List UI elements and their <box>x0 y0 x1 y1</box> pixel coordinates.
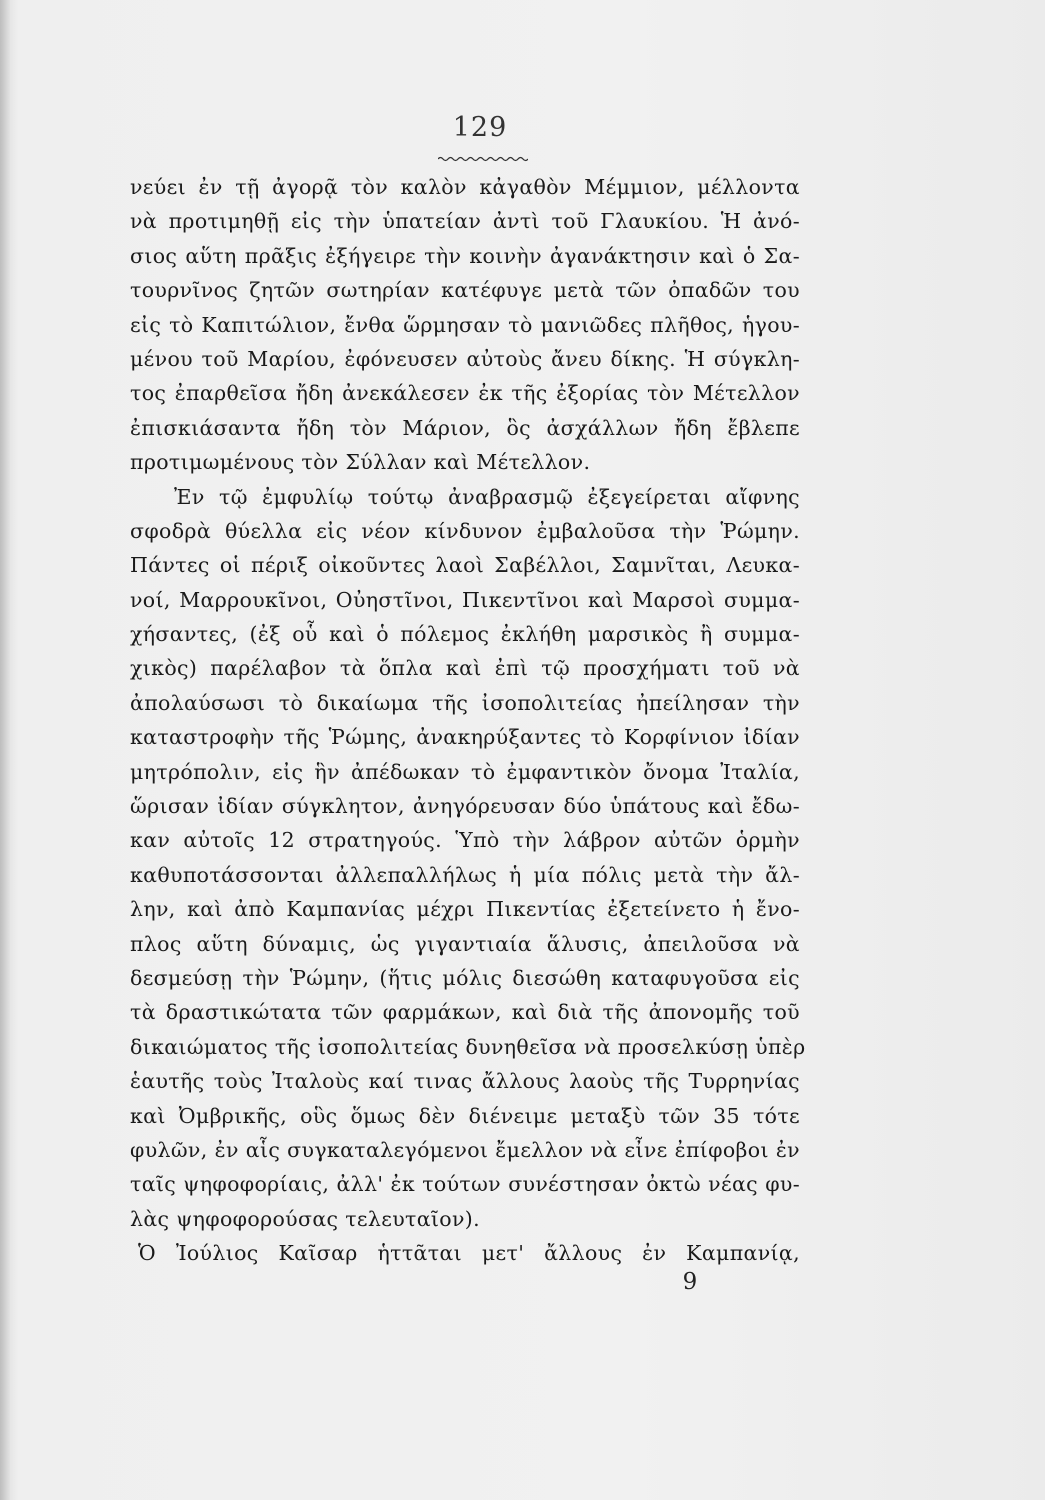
page-number: 129 <box>452 112 508 143</box>
text-line: σφοδρὰ θύελλα εἰς νέον κίνδυνον ἐμβαλοῦσα τὴν Ῥώμην. <box>130 518 800 543</box>
text-line: καὶ Ὀμβρικῆς, οὓς ὅμως δὲν διένειμε μεταξὺ τῶν 35 τότε <box>130 1103 800 1128</box>
text-line: καν αὐτοῖς 12 στρατηγούς. Ὑπὸ τὴν λάβρον αὐτῶν ὁρμὴν <box>130 828 800 853</box>
text-line: μητρόπολιν, εἰς ἣν ἀπέδωκαν τὸ ἐμφαντικὸν ὄνομα Ἰταλία, <box>130 759 800 784</box>
text-line: δικαιώματος τῆς ἰσοπολιτείας δυνηθεῖσα νὰ προσελκύσῃ ὑπὲρ <box>130 1034 806 1059</box>
text-line: λὰς ψηφοφορούσας τελευταῖον). <box>130 1206 481 1231</box>
text-line: προτιμωμένους τὸν Σύλλαν καὶ Μέτελλον. <box>130 450 591 475</box>
text-line: Πάντες οἱ πέριξ οἰκοῦντες λαοὶ Σαβέλλοι, Σαμνῖται, Λευκα- <box>130 553 800 578</box>
text-line: χήσαντες, (ἐξ οὗ καὶ ὁ πόλεμος ἐκλήθη μαρσικὸς ἢ συμμα- <box>130 622 800 647</box>
text-line: ἀπολαύσωσι τὸ δικαίωμα τῆς ἰσοπολιτείας ἠπείλησαν τὴν <box>130 690 800 715</box>
text-line: ἐπισκιάσαντα ἤδη τὸν Μάριον, ὃς ἀσχάλλων ἤδη ἔβλεπε <box>130 415 800 440</box>
text-line: νοί, Μαρρουκῖνοι, Οὐηστῖνοι, Πικεντῖνοι καὶ Μαρσοὶ συμμα- <box>130 587 800 612</box>
signature-mark: 9 <box>682 1269 698 1295</box>
text-line: πλος αὕτη δύναμις, ὡς γιγαντιαία ἅλυσις, ἀπειλοῦσα νὰ <box>130 931 800 956</box>
text-line: καταστροφὴν τῆς Ῥώμης, ἀνακηρύξαντες τὸ Κορφίνιον ἰδίαν <box>130 725 800 750</box>
text-line: Ἐν τῷ ἐμφυλίῳ τούτῳ ἀναβρασμῷ ἐξεγείρεται αἴφνης <box>174 484 800 509</box>
body-text <box>130 170 806 1271</box>
text-line: νεύει ἐν τῇ ἀγορᾷ τὸν καλὸν κἀγαθὸν Μέμμιον, μέλλοντα <box>130 175 800 199</box>
text-line: δεσμεύσῃ τὴν Ῥώμην, (ἥτις μόλις διεσώθη καταφυγοῦσα εἰς <box>130 965 800 990</box>
text-line: ταῖς ψηφοφορίαις, ἀλλ' ἐκ τούτων συνέστησαν ὀκτὼ νέας φυ- <box>130 1172 800 1197</box>
binding-edge <box>0 0 10 1500</box>
text-line: φυλῶν, ἐν αἷς συγκαταλεγόμενοι ἔμελλον νὰ εἶνε ἐπίφοβοι ἐν <box>130 1137 800 1162</box>
text-line: εἰς τὸ Καπιτώλιον, ἔνθα ὥρμησαν τὸ μανιῶδες πλῆθος, ἡγου- <box>130 312 800 337</box>
text-line: ἑαυτῆς τοὺς Ἰταλοὺς καί τινας ἄλλους λαοὺς τῆς Τυρρηνίας <box>130 1069 800 1094</box>
text-line: σιος αὕτη πρᾶξις ἐξήγειρε τὴν κοινὴν ἀγανάκτησιν καὶ ὁ Σα- <box>130 243 800 268</box>
text-line: χικὸς) παρέλαβον τὰ ὅπλα καὶ ἐπὶ τῷ προσχήματι τοῦ νὰ <box>130 656 800 681</box>
text-line: Ὁ Ἰούλιος Καῖσαρ ἡττᾶται μετ' ἄλλους ἐν Καμπανίᾳ, <box>138 1241 800 1266</box>
text-line: ὥρισαν ἰδίαν σύγκλητον, ἀνηγόρευσαν δύο ὑπάτους καὶ ἔδω- <box>130 794 800 819</box>
text-line: τος ἐπαρθεῖσα ἤδη ἀνεκάλεσεν ἐκ τῆς ἐξορίας τὸν Μέτελλον <box>130 381 800 406</box>
text-line: μένου τοῦ Μαρίου, ἐφόνευσεν αὐτοὺς ἄνευ δίκης. Ἡ σύγκλη- <box>130 346 800 371</box>
text-line: λην, καὶ ἀπὸ Καμπανίας μέχρι Πικεντίας ἐξετείνετο ἡ ἔνο- <box>130 897 800 922</box>
wavy-rule-ornament <box>438 156 528 162</box>
text-line: τουρνῖνος ζητῶν σωτηρίαν κατέφυγε μετὰ τῶν ὀπαδῶν του <box>130 278 800 303</box>
text-line: καθυποτάσσονται ἀλλεπαλλήλως ἡ μία πόλις μετὰ τὴν ἄλ- <box>130 862 800 887</box>
text-line: νὰ προτιμηθῇ εἰς τὴν ὑπατείαν ἀντὶ τοῦ Γλαυκίου. Ἡ ἀνό- <box>130 209 800 234</box>
text-line: τὰ δραστικώτατα τῶν φαρμάκων, καὶ διὰ τῆς ἀπονομῆς τοῦ <box>130 1000 800 1025</box>
